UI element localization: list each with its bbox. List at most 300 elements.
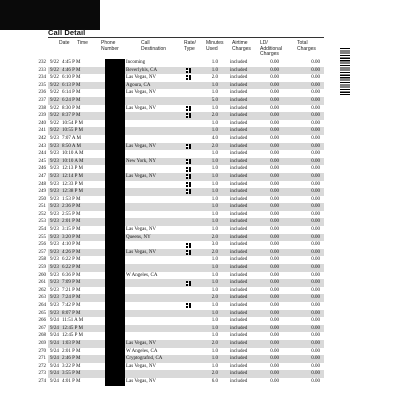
row-number: 239 bbox=[38, 113, 46, 119]
row-number: 254 bbox=[38, 227, 46, 233]
table-row bbox=[38, 120, 324, 128]
call-time: 7:24 P M bbox=[62, 295, 81, 301]
total-charges: 0.00 bbox=[311, 75, 320, 81]
airtime-charges: included bbox=[230, 325, 248, 331]
row-number: 246 bbox=[38, 166, 46, 172]
airtime-charges: included bbox=[230, 265, 248, 271]
row-number: 249 bbox=[38, 189, 46, 195]
call-date: 9/23 bbox=[50, 211, 59, 217]
ld-charges: 0.00 bbox=[270, 242, 279, 248]
minutes-used: 1.0 bbox=[211, 204, 218, 210]
airtime-charges: included bbox=[230, 120, 248, 126]
ld-charges: 0.00 bbox=[270, 265, 279, 271]
airtime-charges: included bbox=[230, 158, 248, 164]
row-number: 270 bbox=[38, 348, 46, 354]
minutes-used: 1.0 bbox=[211, 310, 218, 316]
call-time: 7:09 P M bbox=[62, 280, 81, 286]
total-charges: 0.00 bbox=[311, 151, 320, 157]
redacted-phone-number bbox=[105, 363, 125, 371]
redacted-phone-number bbox=[105, 97, 125, 105]
call-date: 9/23 bbox=[50, 204, 59, 210]
ld-charges: 0.00 bbox=[270, 295, 279, 301]
total-charges: 0.00 bbox=[311, 280, 320, 286]
call-time: 8:37 P M bbox=[62, 113, 81, 119]
call-time: 8:07 P M bbox=[62, 310, 81, 316]
total-charges: 0.00 bbox=[311, 135, 320, 141]
airtime-charges: included bbox=[230, 135, 248, 141]
total-charges: 0.00 bbox=[311, 181, 320, 187]
call-date: 9/22 bbox=[50, 105, 59, 111]
total-charges: 0.00 bbox=[311, 363, 320, 369]
call-date: 9/23 bbox=[50, 272, 59, 278]
call-time: 4:10 P M bbox=[62, 242, 81, 248]
airtime-charges: included bbox=[230, 189, 248, 195]
airtime-charges: included bbox=[230, 318, 248, 324]
minutes-used: 1.0 bbox=[211, 120, 218, 126]
table-row bbox=[38, 67, 324, 75]
total-charges: 0.00 bbox=[311, 196, 320, 202]
ld-charges: 0.00 bbox=[270, 287, 279, 293]
call-time: 12:45 P M bbox=[62, 333, 83, 339]
total-charges: 0.00 bbox=[311, 325, 320, 331]
airtime-charges: included bbox=[230, 181, 248, 187]
table-row bbox=[38, 150, 324, 158]
rate-type-icon bbox=[186, 68, 191, 73]
minutes-used: 1.0 bbox=[211, 211, 218, 217]
table-row bbox=[38, 287, 324, 295]
table-row bbox=[38, 196, 324, 204]
rate-type-icon bbox=[186, 167, 191, 172]
table-row bbox=[38, 264, 324, 272]
airtime-charges: included bbox=[230, 90, 248, 96]
redacted-header-block bbox=[0, 0, 100, 30]
column-header-time: Time bbox=[77, 40, 88, 46]
redacted-phone-number bbox=[105, 67, 125, 75]
minutes-used: 1.0 bbox=[211, 219, 218, 225]
rate-type-icon bbox=[186, 75, 191, 80]
redacted-phone-number bbox=[105, 226, 125, 234]
redacted-phone-number bbox=[105, 340, 125, 348]
call-time: 6:36 P M bbox=[62, 272, 81, 278]
ld-charges: 0.00 bbox=[270, 75, 279, 81]
total-charges: 0.00 bbox=[311, 257, 320, 263]
rate-type-icon bbox=[186, 243, 191, 248]
call-time: 4:26 P M bbox=[62, 249, 81, 255]
total-charges: 0.00 bbox=[311, 272, 320, 278]
table-row bbox=[38, 105, 324, 113]
row-number: 240 bbox=[38, 120, 46, 126]
total-charges: 0.00 bbox=[311, 82, 320, 88]
ld-charges: 0.00 bbox=[270, 227, 279, 233]
title-divider bbox=[48, 37, 324, 38]
call-time: 3:55 P M bbox=[62, 371, 81, 377]
total-charges: 0.00 bbox=[311, 120, 320, 126]
airtime-charges: included bbox=[230, 219, 248, 225]
table-row bbox=[38, 370, 324, 378]
ld-charges: 0.00 bbox=[270, 181, 279, 187]
rate-type-icon bbox=[186, 303, 191, 308]
row-number: 253 bbox=[38, 219, 46, 225]
table-row bbox=[38, 249, 324, 257]
call-date: 9/22 bbox=[50, 75, 59, 81]
table-row bbox=[38, 59, 324, 67]
airtime-charges: included bbox=[230, 166, 248, 172]
call-date: 9/23 bbox=[50, 196, 59, 202]
row-number: 264 bbox=[38, 303, 46, 308]
column-header-minutes: Minutes Used bbox=[206, 40, 224, 52]
ld-charges: 0.00 bbox=[270, 310, 279, 316]
airtime-charges: included bbox=[230, 280, 248, 286]
redacted-phone-number bbox=[105, 241, 125, 249]
minutes-used: 1.0 bbox=[211, 67, 218, 73]
airtime-charges: included bbox=[230, 151, 248, 157]
ld-charges: 0.00 bbox=[270, 234, 279, 240]
table-row bbox=[38, 89, 324, 97]
ld-charges: 0.00 bbox=[270, 219, 279, 225]
airtime-charges: included bbox=[230, 257, 248, 263]
row-number: 234 bbox=[38, 75, 46, 81]
section-title: Call Detail bbox=[48, 28, 86, 37]
call-time: 10:55 P M bbox=[62, 128, 83, 134]
table-row bbox=[38, 294, 324, 302]
table-row bbox=[38, 241, 324, 249]
table-row bbox=[38, 256, 324, 264]
table-row bbox=[38, 211, 324, 219]
ld-charges: 0.00 bbox=[270, 280, 279, 286]
total-charges: 0.00 bbox=[311, 166, 320, 172]
call-time: 7:21 P M bbox=[62, 287, 81, 293]
call-time: 7:07 A M bbox=[62, 135, 81, 141]
ld-charges: 0.00 bbox=[270, 340, 279, 346]
total-charges: 0.00 bbox=[311, 234, 320, 240]
airtime-charges: included bbox=[230, 287, 248, 293]
minutes-used: 1.0 bbox=[211, 356, 218, 362]
row-number: 262 bbox=[38, 287, 46, 293]
minutes-used: 1.0 bbox=[211, 189, 218, 195]
call-destination: W Angeles, CA bbox=[126, 272, 158, 278]
minutes-used: 1.0 bbox=[211, 280, 218, 286]
row-number: 236 bbox=[38, 90, 46, 96]
call-destination: Beverlyhls, CA bbox=[126, 67, 158, 73]
total-charges: 0.00 bbox=[311, 90, 320, 96]
total-charges: 0.00 bbox=[311, 310, 320, 316]
ld-charges: 0.00 bbox=[270, 257, 279, 263]
call-time: 12:45 P M bbox=[62, 325, 83, 331]
ld-charges: 0.00 bbox=[270, 378, 279, 384]
total-charges: 0.00 bbox=[311, 348, 320, 354]
call-destination: Las Vegas, NV bbox=[126, 363, 157, 369]
ld-charges: 0.00 bbox=[270, 348, 279, 354]
call-date: 9/23 bbox=[50, 257, 59, 263]
ld-charges: 0.00 bbox=[270, 113, 279, 119]
redacted-phone-number bbox=[105, 143, 125, 151]
redacted-phone-number bbox=[105, 82, 125, 90]
rate-type-icon bbox=[186, 281, 191, 286]
call-destination: Las Vegas, NV bbox=[126, 173, 157, 179]
call-time: 12:13 P M bbox=[62, 166, 83, 172]
row-number: 237 bbox=[38, 97, 46, 103]
row-number: 258 bbox=[38, 257, 46, 263]
call-destination: Las Vegas, NV bbox=[126, 249, 157, 255]
rate-type-icon bbox=[186, 189, 191, 194]
airtime-charges: included bbox=[230, 196, 248, 202]
ld-charges: 0.00 bbox=[270, 90, 279, 96]
call-time: 10:54 P M bbox=[62, 120, 83, 126]
airtime-charges: included bbox=[230, 128, 248, 134]
call-date: 9/23 bbox=[50, 166, 59, 172]
minutes-used: 2.0 bbox=[211, 234, 218, 240]
row-number: 263 bbox=[38, 295, 46, 301]
ld-charges: 0.00 bbox=[270, 158, 279, 164]
barcode-icon bbox=[340, 48, 350, 95]
call-destination: Las Vegas, NV bbox=[126, 227, 157, 233]
call-time: 11:51 A M bbox=[62, 318, 84, 324]
call-date: 9/22 bbox=[50, 128, 59, 134]
call-date: 9/23 bbox=[50, 189, 59, 195]
row-number: 241 bbox=[38, 128, 46, 134]
call-destination: Agoura, CA bbox=[126, 82, 151, 88]
minutes-used: 4.0 bbox=[211, 135, 218, 141]
table-row bbox=[38, 310, 324, 318]
table-row bbox=[38, 355, 324, 363]
call-time: 6:10 P M bbox=[62, 75, 81, 81]
minutes-used: 2.0 bbox=[211, 371, 218, 377]
ld-charges: 0.00 bbox=[270, 249, 279, 255]
total-charges: 0.00 bbox=[311, 173, 320, 179]
call-time: 6:14 P M bbox=[62, 90, 81, 96]
airtime-charges: included bbox=[230, 295, 248, 301]
minutes-used: 1.0 bbox=[211, 158, 218, 164]
row-number: 256 bbox=[38, 242, 46, 248]
call-time: 6:13 P M bbox=[62, 82, 81, 88]
airtime-charges: included bbox=[230, 173, 248, 179]
total-charges: 0.00 bbox=[311, 340, 320, 346]
minutes-used: 1.0 bbox=[211, 173, 218, 179]
ld-charges: 0.00 bbox=[270, 60, 279, 65]
row-number: 238 bbox=[38, 105, 46, 111]
call-time: 12:33 P M bbox=[62, 181, 83, 187]
table-row bbox=[38, 173, 324, 181]
total-charges: 0.00 bbox=[311, 143, 320, 149]
row-number: 251 bbox=[38, 204, 46, 210]
redacted-phone-number bbox=[105, 120, 125, 128]
redacted-phone-number bbox=[105, 325, 125, 333]
ld-charges: 0.00 bbox=[270, 120, 279, 126]
row-number: 232 bbox=[38, 60, 46, 65]
total-charges: 0.00 bbox=[311, 333, 320, 339]
call-time: 2:55 P M bbox=[62, 211, 81, 217]
minutes-used: 1.0 bbox=[211, 363, 218, 369]
call-date: 9/22 bbox=[50, 90, 59, 96]
call-time: 2:46 P M bbox=[62, 356, 81, 362]
redacted-phone-number bbox=[105, 173, 125, 181]
redacted-phone-number bbox=[105, 135, 125, 143]
redacted-phone-number bbox=[105, 256, 125, 264]
minutes-used: 1.0 bbox=[211, 227, 218, 233]
redacted-phone-number bbox=[105, 279, 125, 287]
table-row bbox=[38, 302, 324, 310]
minutes-used: 1.0 bbox=[211, 196, 218, 202]
airtime-charges: included bbox=[230, 75, 248, 81]
total-charges: 0.00 bbox=[311, 265, 320, 271]
ld-charges: 0.00 bbox=[270, 82, 279, 88]
total-charges: 0.00 bbox=[311, 295, 320, 301]
table-row bbox=[38, 97, 324, 105]
row-number: 244 bbox=[38, 151, 46, 157]
redacted-phone-number bbox=[105, 332, 125, 340]
row-number: 242 bbox=[38, 135, 46, 141]
minutes-used: 1.0 bbox=[211, 348, 218, 354]
airtime-charges: included bbox=[230, 234, 248, 240]
minutes-used: 2.0 bbox=[211, 295, 218, 301]
table-row bbox=[38, 363, 324, 371]
call-date: 9/22 bbox=[50, 97, 59, 103]
call-date: 9/23 bbox=[50, 310, 59, 316]
row-number: 247 bbox=[38, 173, 46, 179]
row-number: 266 bbox=[38, 318, 46, 324]
table-row bbox=[38, 218, 324, 226]
row-number: 274 bbox=[38, 378, 46, 384]
call-time: 3:22 P M bbox=[62, 363, 81, 369]
call-date: 9/22 bbox=[50, 120, 59, 126]
airtime-charges: included bbox=[230, 249, 248, 255]
rate-type-icon bbox=[186, 113, 191, 118]
call-time: 2:36 P M bbox=[62, 204, 81, 210]
row-number: 261 bbox=[38, 280, 46, 286]
call-time: 6:22 P M bbox=[62, 265, 81, 271]
call-destination: Queens, NY bbox=[126, 234, 151, 240]
ld-charges: 0.00 bbox=[270, 303, 279, 308]
table-row bbox=[38, 181, 324, 189]
minutes-used: 2.0 bbox=[211, 75, 218, 81]
minutes-used: 1.0 bbox=[211, 333, 218, 339]
column-header-airtime: Airtime Charges bbox=[232, 40, 251, 52]
call-time: 2:01 P M bbox=[62, 348, 81, 354]
call-date: 9/24 bbox=[50, 340, 59, 346]
redacted-phone-number bbox=[105, 158, 125, 166]
total-charges: 0.00 bbox=[311, 378, 320, 384]
call-destination: Las Vegas, NV bbox=[126, 105, 157, 111]
redacted-phone-number bbox=[105, 378, 125, 386]
ld-charges: 0.00 bbox=[270, 196, 279, 202]
minutes-used: 1.0 bbox=[211, 90, 218, 96]
row-number: 259 bbox=[38, 265, 46, 271]
ld-charges: 0.00 bbox=[270, 356, 279, 362]
total-charges: 0.00 bbox=[311, 242, 320, 248]
ld-charges: 0.00 bbox=[270, 128, 279, 134]
redacted-phone-number bbox=[105, 348, 125, 356]
total-charges: 0.00 bbox=[311, 318, 320, 324]
ld-charges: 0.00 bbox=[270, 325, 279, 331]
redacted-phone-number bbox=[105, 302, 125, 310]
column-header-destination: Call Destination bbox=[141, 40, 167, 52]
minutes-used: 1.0 bbox=[211, 151, 218, 157]
minutes-used: 5.0 bbox=[211, 97, 218, 103]
table-row bbox=[38, 340, 324, 348]
row-number: 267 bbox=[38, 325, 46, 331]
rate-type-icon bbox=[186, 144, 191, 149]
call-destination: Incoming bbox=[126, 60, 146, 65]
call-date: 9/22 bbox=[50, 60, 59, 65]
airtime-charges: included bbox=[230, 363, 248, 369]
row-number: 260 bbox=[38, 272, 46, 278]
redacted-phone-number bbox=[105, 188, 125, 196]
call-date: 9/23 bbox=[50, 227, 59, 233]
redacted-phone-number bbox=[105, 272, 125, 280]
minutes-used: 1.0 bbox=[211, 318, 218, 324]
row-number: 255 bbox=[38, 234, 46, 240]
total-charges: 0.00 bbox=[311, 67, 320, 73]
airtime-charges: included bbox=[230, 143, 248, 149]
call-time: 7:42 P M bbox=[62, 303, 81, 308]
call-time: 3:20 P M bbox=[62, 234, 81, 240]
total-charges: 0.00 bbox=[311, 249, 320, 255]
redacted-phone-number bbox=[105, 59, 125, 67]
redacted-phone-number bbox=[105, 310, 125, 318]
total-charges: 0.00 bbox=[311, 113, 320, 119]
call-destination: Las Vegas, NV bbox=[126, 75, 157, 81]
call-date: 9/24 bbox=[50, 371, 59, 377]
minutes-used: 2.0 bbox=[211, 113, 218, 119]
row-number: 272 bbox=[38, 363, 46, 369]
row-number: 252 bbox=[38, 211, 46, 217]
call-time: 3:15 P M bbox=[62, 227, 81, 233]
airtime-charges: included bbox=[230, 227, 248, 233]
table-row bbox=[38, 203, 324, 211]
redacted-phone-number bbox=[105, 105, 125, 113]
redacted-phone-number bbox=[105, 196, 125, 204]
minutes-used: 1.0 bbox=[211, 128, 218, 134]
row-number: 243 bbox=[38, 143, 46, 149]
call-time: 12:38 P M bbox=[62, 189, 83, 195]
ld-charges: 0.00 bbox=[270, 333, 279, 339]
call-detail-table bbox=[38, 59, 324, 386]
call-date: 9/23 bbox=[50, 287, 59, 293]
redacted-phone-number bbox=[105, 89, 125, 97]
minutes-used: 2.0 bbox=[211, 143, 218, 149]
ld-charges: 0.00 bbox=[270, 189, 279, 195]
redacted-phone-number bbox=[105, 181, 125, 189]
minutes-used: 1.0 bbox=[211, 105, 218, 111]
table-row bbox=[38, 348, 324, 356]
call-destination: W Angeles, CA bbox=[126, 348, 158, 354]
table-row bbox=[38, 378, 324, 386]
call-time: 6:22 P M bbox=[62, 257, 81, 263]
minutes-used: 6.0 bbox=[211, 378, 218, 384]
call-date: 9/23 bbox=[50, 181, 59, 187]
airtime-charges: included bbox=[230, 242, 248, 248]
total-charges: 0.00 bbox=[311, 204, 320, 210]
airtime-charges: included bbox=[230, 356, 248, 362]
airtime-charges: included bbox=[230, 97, 248, 103]
call-destination: Las Vegas, NV bbox=[126, 90, 157, 96]
total-charges: 0.00 bbox=[311, 287, 320, 293]
total-charges: 0.00 bbox=[311, 97, 320, 103]
redacted-phone-number bbox=[105, 370, 125, 378]
table-row bbox=[38, 188, 324, 196]
total-charges: 0.00 bbox=[311, 356, 320, 362]
row-number: 233 bbox=[38, 67, 46, 73]
ld-charges: 0.00 bbox=[270, 151, 279, 157]
table-row bbox=[38, 158, 324, 166]
table-row bbox=[38, 279, 324, 287]
airtime-charges: included bbox=[230, 211, 248, 217]
call-time: 1:53 P M bbox=[62, 196, 81, 202]
redacted-phone-number bbox=[105, 211, 125, 219]
total-charges: 0.00 bbox=[311, 128, 320, 134]
redacted-phone-number bbox=[105, 234, 125, 242]
airtime-charges: included bbox=[230, 310, 248, 316]
